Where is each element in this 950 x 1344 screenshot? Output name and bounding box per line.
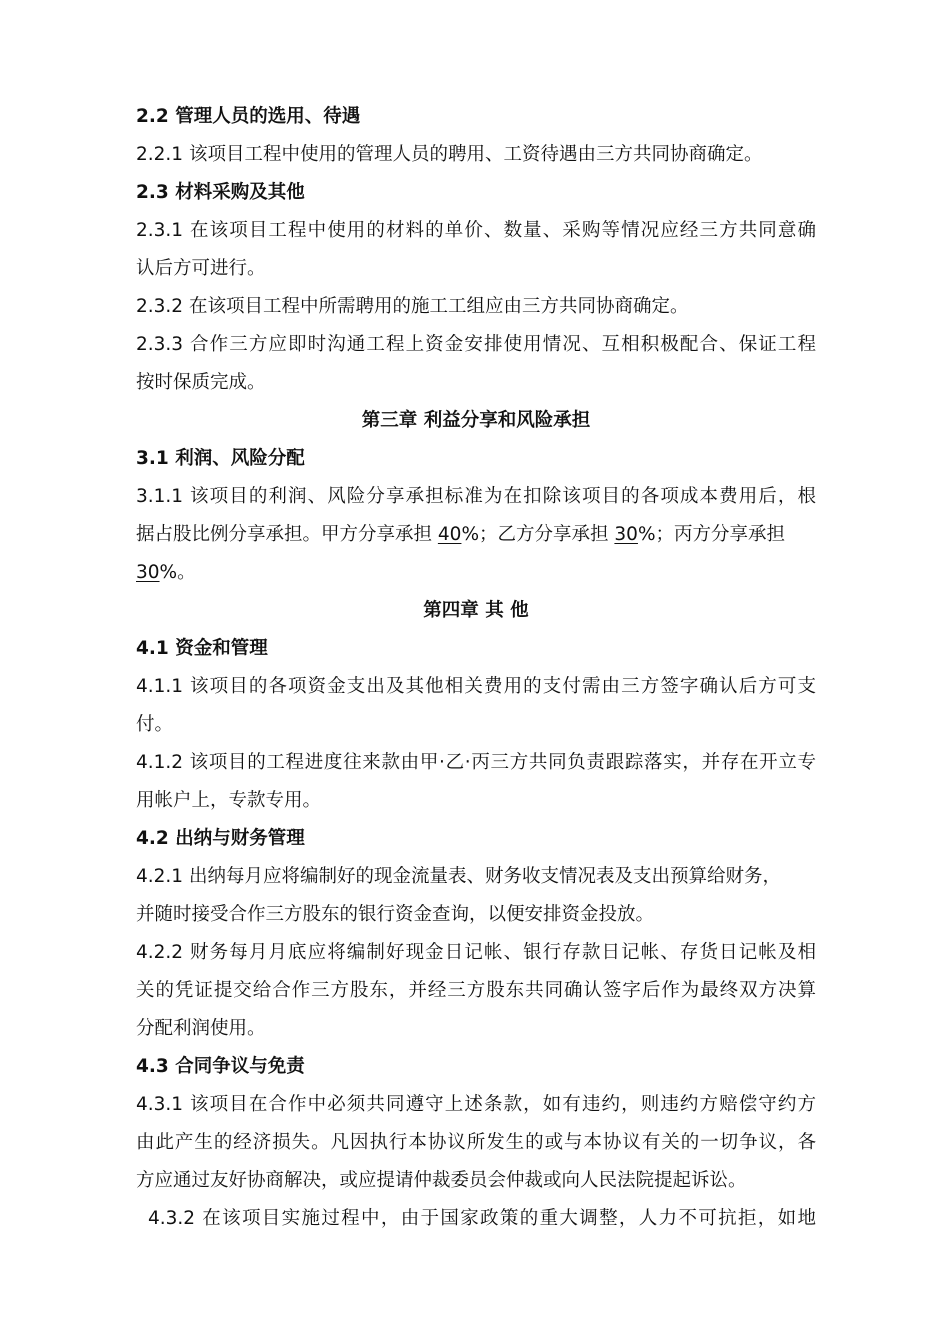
clause-3-1-1-text-c: %；丙方分享承担 — [637, 524, 786, 545]
clause-3-1-1-line-3 — [136, 554, 816, 592]
document-page — [136, 98, 816, 1238]
clause-4-2-2-line-2: 关的凭证提交给合作三方股东，并经三方股东共同确认签字后作为最终双方决算 — [136, 980, 816, 1001]
clause-4-1-2-line-2: 用帐户上，专款专用。 — [136, 790, 322, 811]
party-a-share: 40 — [437, 524, 462, 545]
party-c-share: 30 — [136, 562, 160, 583]
clause-3-1-1-line-1: 3.1.1 该项目的利润、风险分享承担标准为在扣除该项目的各项成本费用后，根 — [136, 486, 816, 507]
clause-3-1-1-line-2 — [136, 516, 816, 554]
chapter-3-title: 第三章 利益分享和风险承担 — [361, 410, 591, 431]
section-heading-4-2: 4.2 出纳与财务管理 — [136, 828, 305, 849]
clause-2-3-1-line-1: 2.3.1 在该项目工程中使用的材料的单价、数量、采购等情况应经三方共同意确 — [136, 220, 816, 241]
section-heading-2-2: 2.2 管理人员的选用、待遇 — [136, 106, 361, 127]
clause-2-2-1: 2.2.1 该项目工程中使用的管理人员的聘用、工资待遇由三方共同协商确定。 — [136, 144, 763, 165]
clause-2-3-3-line-1: 2.3.3 合作三方应即时沟通工程上资金安排使用情况、互相积极配合、保证工程 — [136, 334, 816, 355]
clause-4-2-1-line-1: 4.2.1 出纳每月应将编制好的现金流量表、财务收支情况表及支出预算给财务， — [136, 866, 781, 887]
clause-4-2-1-line-2: 并随时接受合作三方股东的银行资金查询，以便安排资金投放。 — [136, 904, 655, 925]
clause-3-1-1-text-a: 据占股比例分享承担。甲方分享承担 — [136, 524, 438, 545]
clause-4-3-1-line-2: 由此产生的经济损失。凡因执行本协议所发生的或与本协议有关的一切争议，各 — [136, 1132, 816, 1153]
clause-4-1-1-line-1: 4.1.1 该项目的各项资金支出及其他相关费用的支付需由三方签字确认后方可支 — [136, 676, 816, 697]
clause-3-1-1-text-b: %；乙方分享承担 — [461, 524, 615, 545]
section-heading-3-1: 3.1 利润、风险分配 — [136, 448, 305, 469]
clause-4-3-1-line-3: 方应通过友好协商解决，或应提请仲裁委员会仲裁或向人民法院提起诉讼。 — [136, 1170, 747, 1191]
clause-2-3-3-line-2: 按时保质完成。 — [136, 372, 266, 393]
party-b-share: 30 — [614, 524, 638, 545]
clause-2-3-1-line-2: 认后方可进行。 — [136, 258, 266, 279]
clause-4-3-1-line-1: 4.3.1 该项目在合作中必须共同遵守上述条款，如有违约，则违约方赔偿守约方 — [136, 1094, 816, 1115]
clause-4-2-2-line-3: 分配利润使用。 — [136, 1018, 266, 1039]
clause-4-1-2-line-1: 4.1.2 该项目的工程进度往来款由甲·乙·丙三方共同负责跟踪落实，并存在开立专 — [136, 752, 816, 773]
clause-2-3-2: 2.3.2 在该项目工程中所需聘用的施工工组应由三方共同协商确定。 — [136, 296, 689, 317]
section-heading-4-3: 4.3 合同争议与免责 — [136, 1056, 305, 1077]
section-heading-2-3: 2.3 材料采购及其他 — [136, 182, 305, 203]
section-heading-4-1: 4.1 资金和管理 — [136, 638, 268, 659]
chapter-4-title: 第四章 其 他 — [423, 600, 529, 621]
clause-4-3-2-line-1: 4.3.2 在该项目实施过程中，由于国家政策的重大调整，人力不可抗拒，如地 — [148, 1208, 816, 1229]
clause-4-1-1-line-2: 付。 — [136, 714, 174, 735]
clause-3-1-1-text-d: %。 — [159, 562, 196, 583]
clause-4-2-2-line-1: 4.2.2 财务每月月底应将编制好现金日记帐、银行存款日记帐、存货日记帐及相 — [136, 942, 816, 963]
